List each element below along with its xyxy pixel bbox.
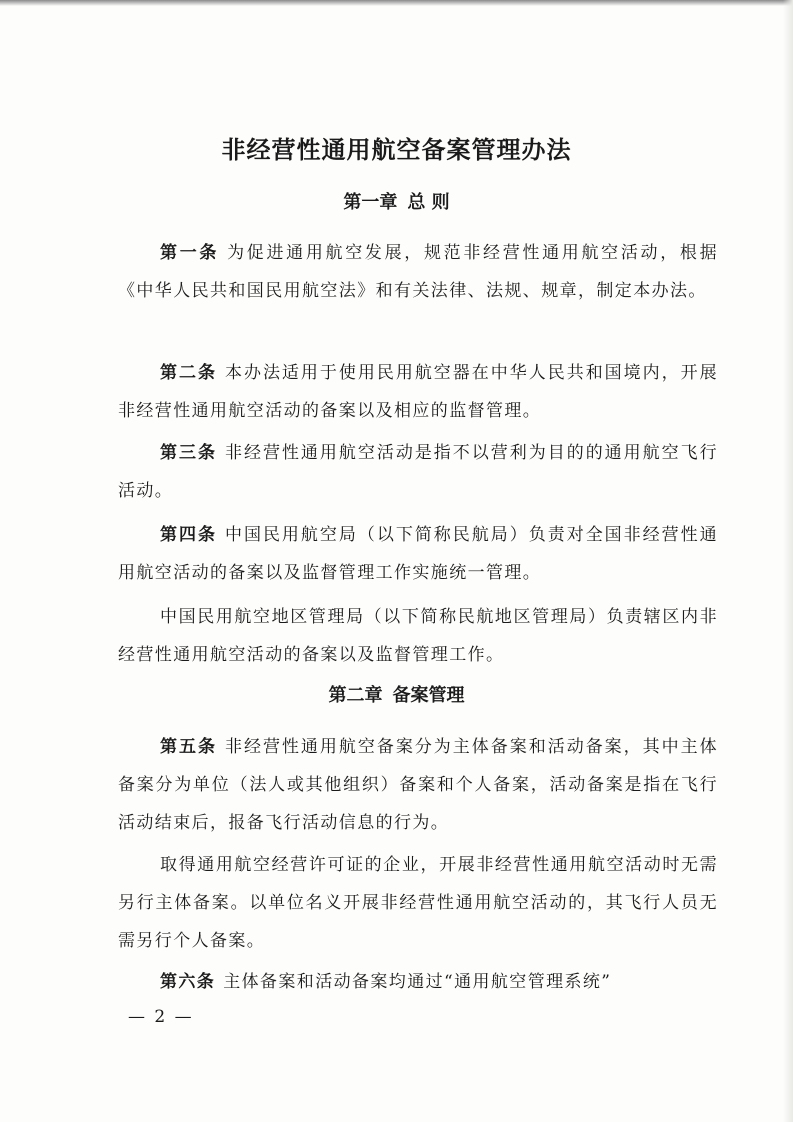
article-1 [118,234,718,310]
document-title: 非经营性通用航空备案管理办法 [221,136,572,164]
article-4-paragraph-2: 中国民用航空地区管理局（以下简称民航地区管理局）负责辖区内非经营性通用航空活动的备案以及监督管理工作。 [118,607,718,665]
article-2-label: 第二条 [160,363,217,383]
article-2 [118,354,718,430]
page-number: — 2 — [128,1007,194,1027]
article-3 [118,434,718,510]
chapter-2-label: 第二章 [328,685,383,706]
chapter-1-name: 总 则 [407,192,450,213]
article-5-label: 第五条 [160,737,217,757]
chapter-2-heading [0,683,793,709]
article-1-label: 第一条 [160,243,220,263]
scan-edge-top [0,0,793,6]
article-5-paragraph-2: 取得通用航空经营许可证的企业，开展非经营性通用航空活动时无需另行主体备案。以单位名义开展非经营性通用航空活动的，其飞行人员无需另行个人备案。 [118,855,718,951]
article-3-text: 非经营性通用航空活动是指不以营利为目的的通用航空飞行活动。 [118,443,719,501]
article-1-text: 为促进通用航空发展，规范非经营性通用航空活动，根据《中华人民共和国民用航空法》和有关法律、法规、规章，制定本办法。 [118,243,719,301]
article-4 [118,516,718,592]
chapter-1-heading [0,190,793,216]
article-3-label: 第三条 [160,443,217,463]
chapter-1-label: 第一章 [343,192,398,213]
article-6 [118,963,718,1001]
article-5 [118,728,718,842]
article-6-label: 第六条 [160,972,216,992]
article-4-text: 中国民用航空局（以下简称民航局）负责对全国非经营性通用航空活动的备案以及监督管理工作实施统一管理。 [118,525,719,583]
article-6-text: 主体备案和活动备案均通过“通用航空管理系统” [223,972,612,992]
article-2-text: 本办法适用于使用民用航空器在中华人民共和国境内，开展非经营性通用航空活动的备案以及相应的监督管理。 [118,363,719,421]
article-5-text: 非经营性通用航空备案分为主体备案和活动备案，其中主体备案分为单位（法人或其他组织）备案和个人备案，活动备案是指在飞行活动结束后，报备飞行活动信息的行为。 [118,737,719,833]
chapter-2-name: 备案管理 [392,685,465,706]
scan-edge-right [783,0,793,1122]
article-4-label: 第四条 [160,525,217,545]
